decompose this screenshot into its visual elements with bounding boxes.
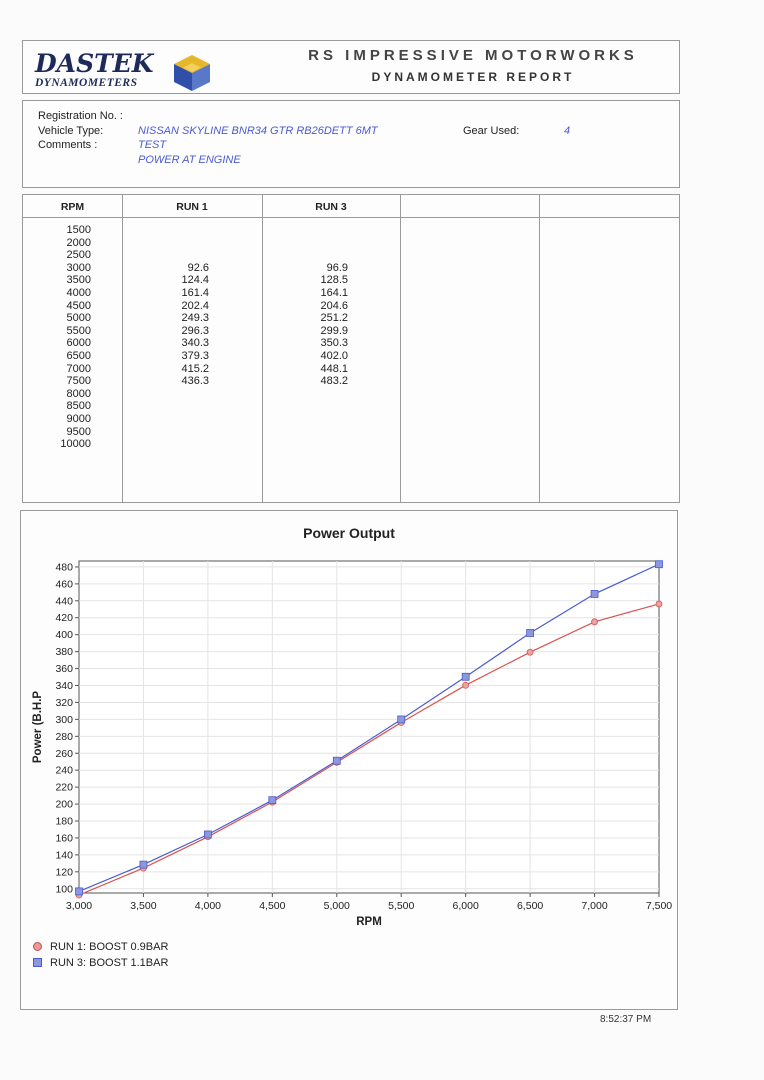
legend-circle-icon [33,942,42,951]
y-tick-label: 420 [55,612,73,625]
table-column-run3 [283,224,348,451]
table-cell-run1 [143,426,209,439]
y-axis-label: Power (B.H.P [32,690,44,764]
table-cell-rpm: 8500 [66,400,91,413]
table-cell-run3 [283,438,348,451]
table-cell-rpm: 5500 [66,324,91,337]
comments-label: Comments : [38,139,98,151]
table-cell-run1 [143,224,209,237]
legend-run3 [33,957,168,969]
table-cell-run3 [283,426,348,439]
table-cell-run1 [143,388,209,401]
table-cell-run3 [283,249,348,262]
table-cell-rpm: 4500 [66,299,91,312]
table-cell-rpm: 6500 [66,349,91,362]
logo-main-text: DASTEK [35,49,154,78]
data-point-run3 [656,561,663,568]
table-cell-run1: 92.6 [187,261,209,274]
table-cell-rpm: 6000 [66,337,91,350]
legend-square-icon [33,958,42,967]
y-tick-label: 140 [55,849,73,862]
vehicle-type-value: NISSAN SKYLINE BNR34 GTR RB26DETT 6MT [138,125,378,137]
data-point-run1 [463,682,469,688]
power-table [22,194,680,503]
plot-area [79,561,659,893]
chart-title: Power Output [303,525,395,541]
y-tick-label: 360 [55,663,73,676]
vehicle-type-label: Vehicle Type: [38,125,104,137]
gear-used-label: Gear Used: [463,125,520,137]
vehicle-info-panel [22,100,680,188]
table-cell-run3: 164.1 [320,286,348,299]
table-cell-rpm: 3000 [66,261,91,274]
table-cell-run1: 436.3 [181,375,209,388]
data-point-run1 [656,601,662,607]
y-tick-label: 380 [55,646,73,659]
y-tick-label: 200 [55,798,73,811]
x-tick-label: 3,000 [65,900,93,912]
table-cell-rpm: 10000 [60,438,91,451]
y-tick-label: 240 [55,764,73,777]
table-header-rpm: RPM [60,201,85,213]
table-cell-run1 [143,400,209,413]
data-point-run3 [333,757,340,764]
table-cell-rpm: 4000 [66,286,91,299]
table-cell-rpm: 2500 [66,249,91,262]
table-header-run3: RUN 3 [315,201,347,213]
table-cell-run1 [143,249,209,262]
comments-line-2: POWER AT ENGINE [138,154,241,166]
x-tick-label: 6,500 [516,900,544,912]
table-cell-run1: 161.4 [181,286,209,299]
table-cell-run3 [283,400,348,413]
table-cell-run3: 128.5 [320,274,348,287]
table-cell-run3 [283,237,348,250]
table-cell-run1: 340.3 [181,337,209,350]
table-cell-run3: 402.0 [320,349,348,362]
x-tick-label: 5,500 [388,900,415,912]
table-cell-run1 [143,237,209,250]
y-tick-label: 100 [55,883,73,896]
data-point-run1 [527,649,533,655]
y-tick-label: 440 [55,595,73,608]
report-timestamp: 8:52:37 PM [600,1014,652,1025]
table-cell-run1: 296.3 [181,324,209,337]
legend-run1-label: RUN 1: BOOST 0.9BAR [50,941,169,953]
y-tick-label: 220 [55,781,73,794]
x-tick-label: 4,500 [259,900,286,912]
table-header-run1: RUN 1 [176,201,208,213]
comments-line-1: TEST [138,139,167,151]
y-tick-label: 320 [55,696,73,709]
data-point-run3 [204,831,211,838]
table-cell-run3: 448.1 [320,362,348,375]
x-tick-label: 6,000 [452,900,479,912]
table-cell-run1: 124.4 [181,274,209,287]
x-tick-label: 7,000 [581,900,608,912]
table-cell-run3: 204.6 [320,299,348,312]
report-title: DYNAMOMETER REPORT [371,70,575,84]
table-cell-run3: 350.3 [320,337,348,350]
table-cell-rpm: 7500 [66,375,91,388]
y-tick-label: 460 [55,578,73,591]
table-cell-rpm: 9000 [66,412,91,425]
table-cell-rpm: 8000 [66,387,91,400]
table-cell-rpm: 7000 [66,362,91,375]
table-cell-run3: 299.9 [320,324,348,337]
table-column-rpm [43,224,91,451]
company-name: RS IMPRESSIVE MOTORWORKS [308,47,638,64]
y-tick-label: 260 [55,747,73,760]
y-tick-label: 300 [55,713,73,726]
table-cell-rpm: 3500 [66,274,91,287]
table-column-run1 [143,224,209,451]
table-cell-run3 [283,224,348,237]
table-cell-rpm: 1500 [66,224,91,236]
data-point-run3 [76,888,83,895]
logo-sub-text: DYNAMOMETERS [35,77,138,89]
legend-run1 [33,941,168,953]
chart-canvas [21,511,677,1009]
table-cell-run1: 202.4 [181,299,209,312]
table-cell-run1 [143,413,209,426]
x-tick-label: 4,000 [194,900,222,912]
data-point-run3 [398,716,405,723]
table-cell-run3: 96.9 [326,261,348,274]
y-tick-label: 340 [55,680,73,692]
x-axis-label: RPM [356,916,382,928]
table-cell-rpm: 5000 [66,312,91,325]
x-tick-label: 7,500 [645,900,673,912]
table-cell-run1: 415.2 [181,362,209,375]
y-tick-label: 480 [55,561,73,574]
table-cell-run3 [283,388,348,401]
data-point-run3 [527,629,534,636]
registration-label: Registration No. : [38,110,123,122]
table-cell-run1: 379.3 [181,349,209,362]
data-point-run3 [462,673,469,680]
table-cell-run1: 249.3 [181,312,209,325]
gear-used-value: 4 [564,125,571,137]
y-tick-label: 180 [55,815,73,828]
table-cell-run3: 251.2 [320,312,348,325]
y-tick-label: 120 [55,866,73,879]
report-header [22,40,680,94]
dastek-logo [31,49,216,91]
table-cell-run1 [143,438,209,451]
table-cell-run3 [283,413,348,426]
logo-cube-icon [171,53,213,93]
y-tick-label: 280 [55,730,73,743]
x-tick-label: 5,000 [323,900,350,912]
data-point-run3 [140,861,147,868]
power-output-chart [20,510,678,1010]
data-point-run3 [269,797,276,804]
legend-run3-label: RUN 3: BOOST 1.1BAR [50,957,169,969]
x-tick-label: 3,500 [130,900,157,912]
y-tick-label: 160 [55,832,73,845]
table-cell-rpm: 2000 [66,236,91,249]
data-point-run1 [592,619,598,625]
table-cell-rpm: 9500 [66,425,91,438]
table-cell-run3: 483.2 [320,375,348,388]
data-point-run3 [591,590,598,597]
y-tick-label: 400 [55,629,73,642]
